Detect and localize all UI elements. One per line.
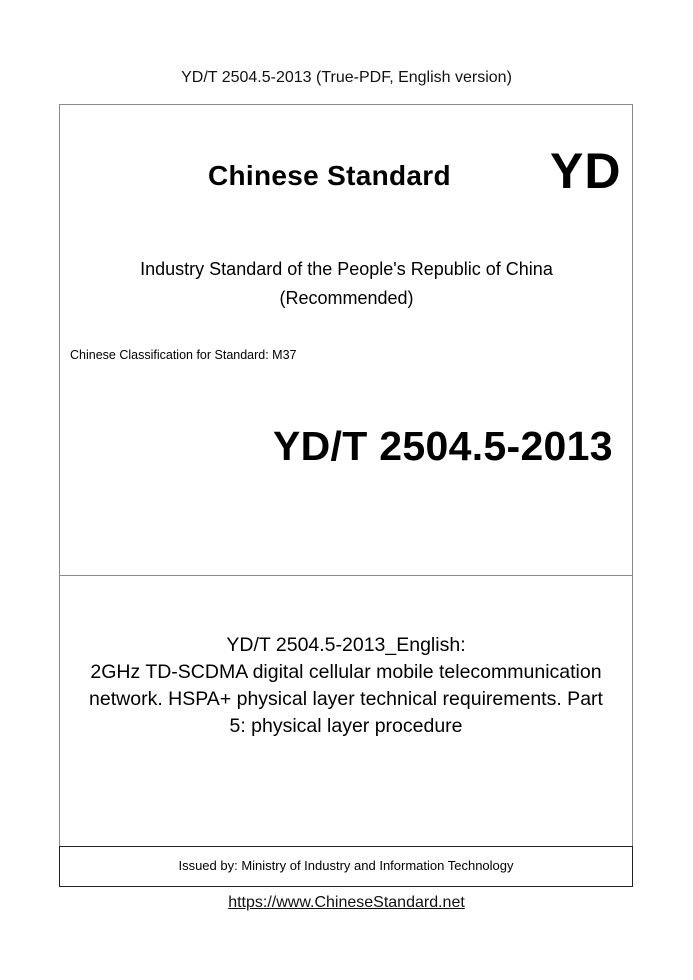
industry-standard-line: Industry Standard of the People's Republic of China — [140, 259, 553, 279]
title-line-1: YD/T 2504.5-2013_English: — [226, 634, 466, 656]
website-footer — [0, 894, 693, 912]
document-id-header: YD/T 2504.5-2013 (True-PDF, English version) — [181, 69, 512, 86]
cover-heading: Chinese Standard — [208, 160, 451, 191]
category-mark: YD — [550, 143, 622, 199]
standard-number: YD/T 2504.5-2013 — [273, 423, 613, 469]
title-line-4: 5: physical layer procedure — [229, 715, 463, 737]
website-link[interactable]: https://www.ChineseStandard.net — [228, 894, 465, 911]
classification-line: Chinese Classification for Standard: M37 — [70, 348, 297, 362]
title-line-2: 2GHz TD-SCDMA digital cellular mobile telecommunication — [90, 661, 602, 683]
issuer-box: Issued by: Ministry of Industry and Information Technology — [59, 846, 633, 887]
document-title — [60, 632, 632, 740]
status-line: (Recommended) — [279, 288, 414, 308]
title-line-3: network. HSPA+ physical layer technical requirements. Part — [89, 688, 603, 710]
